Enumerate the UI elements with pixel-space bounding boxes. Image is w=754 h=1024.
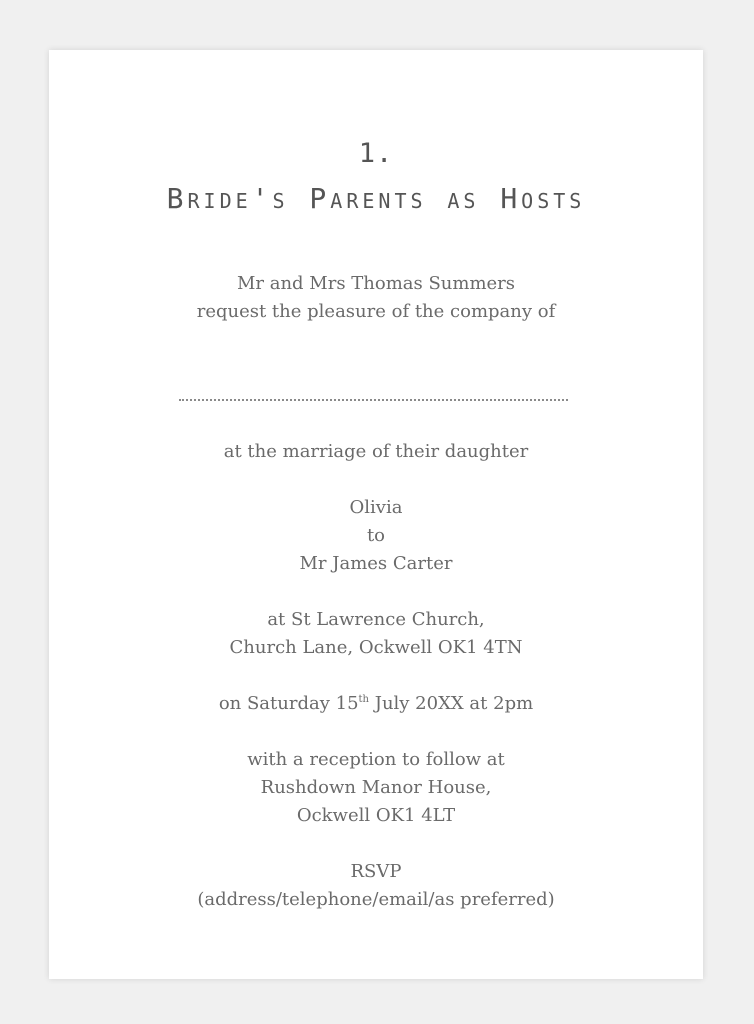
- reception-line-1: with a reception to follow at: [247, 749, 505, 770]
- occasion-line: at the marriage of their daughter: [223, 441, 529, 462]
- groom-name: Mr James Carter: [299, 553, 453, 574]
- invitation-card: [49, 50, 703, 979]
- date-rest: July 20XX at 2pm: [369, 693, 534, 714]
- venue-line-2: Church Lane, Ockwell OK1 4TN: [229, 637, 523, 658]
- request-line: request the pleasure of the company of: [196, 301, 556, 322]
- heading-number: 1.: [358, 138, 394, 169]
- reception-line-3: Ockwell OK1 4LT: [296, 805, 456, 826]
- date-ordinal-suffix: th: [358, 694, 369, 705]
- hosts-line: Mr and Mrs Thomas Summers: [236, 273, 516, 294]
- rsvp-label: RSVP: [350, 861, 402, 882]
- bride-name: Olivia: [349, 497, 403, 518]
- date-prefix: on Saturday 15: [218, 693, 359, 714]
- to-line: to: [366, 525, 386, 546]
- date-line: [49, 690, 703, 718]
- venue-line-1: at St Lawrence Church,: [267, 609, 485, 630]
- rsvp-details: (address/telephone/email/as preferred): [197, 889, 555, 910]
- reception-line-2: Rushdown Manor House,: [260, 777, 492, 798]
- guest-name-blank-line: [179, 399, 568, 401]
- heading-title: Bride's Parents as Hosts: [166, 182, 586, 215]
